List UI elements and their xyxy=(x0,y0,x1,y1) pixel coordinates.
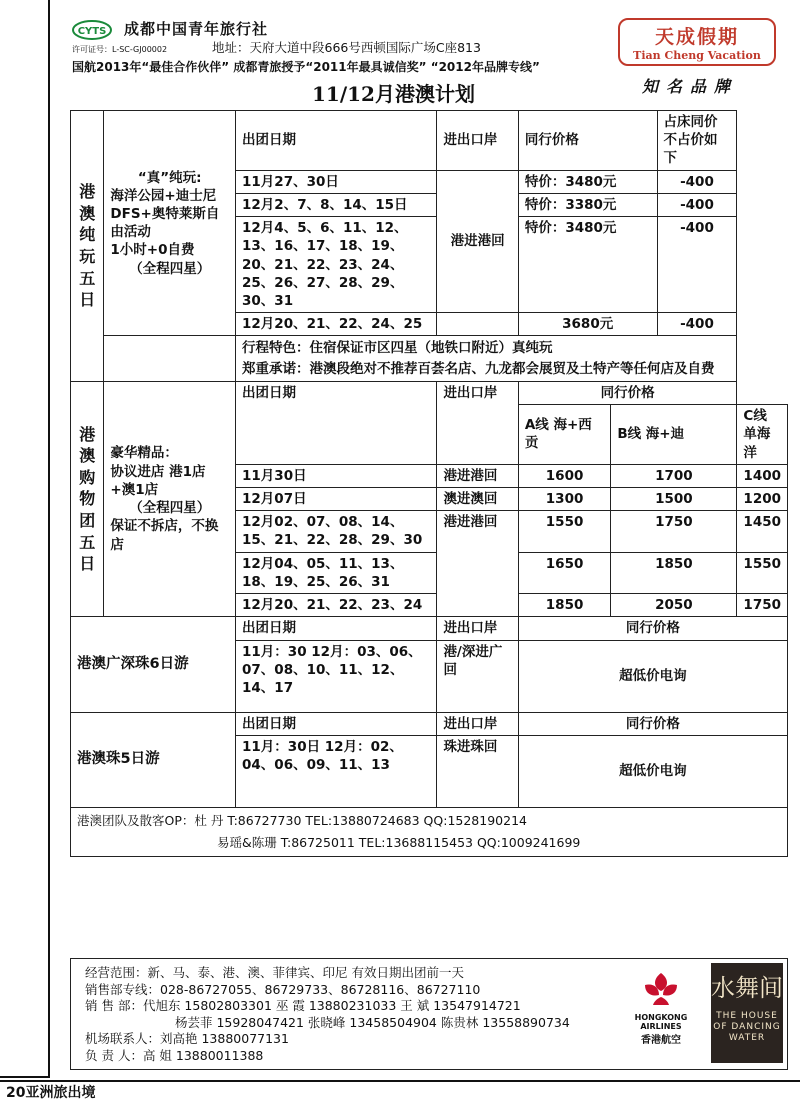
line-c-header: C线 单海洋 xyxy=(737,405,788,465)
table-row: 11月30日 港进港回 1600 1700 1400 xyxy=(71,464,788,487)
contacts-row xyxy=(71,807,788,856)
header xyxy=(62,10,788,106)
table-row: 12月20、21、22、23、24 1850 2050 1750 xyxy=(71,594,788,617)
table-row: 12月04、05、11、13、18、19、25、26、31 1650 1850 1550 xyxy=(71,552,788,593)
section3-price: 超低价电询 xyxy=(518,640,787,712)
line-b-header: B线 海+迪 xyxy=(611,405,737,465)
section1-vertical-title: 港 澳 纯 玩 五 日 xyxy=(71,111,104,382)
table-row: 12月4、5、6、11、12、13、16、17、18、19、20、21、22、23、24、25、26、27、28、29、30、31 特价：3480元 -400 xyxy=(71,217,788,313)
footer-line: 负 责 人：高 姐 13880011388 xyxy=(85,1047,264,1063)
footer-info xyxy=(70,958,788,1070)
table-row: 11月：30日 12月：02、04、06、09、11、13 珠进珠回 超低价电询 xyxy=(71,735,788,807)
svg-text:CYTS: CYTS xyxy=(77,26,107,37)
agency-logo-icon xyxy=(72,20,112,40)
section1-notes-row xyxy=(71,336,788,382)
section1-header-row xyxy=(71,111,788,171)
table-row: 12月2、7、8、14、15日 特价：3380元 -400 xyxy=(71,193,788,216)
license-number: 许可证号：L-SC-GJ00002 xyxy=(72,45,168,54)
footer-line: 销 售 部：代旭东 15802803301 巫 霞 13880231033 王 斌 13547914721 xyxy=(85,998,521,1013)
section4-price: 超低价电询 xyxy=(518,735,787,807)
section2-vertical-title: 港 澳 购 物 团 五 日 xyxy=(71,381,104,616)
section4-title: 港澳珠5日游 xyxy=(71,712,236,807)
footer-line: 杨芸菲 15928047421 张晓峰 13458504904 陈贵林 13558890734 xyxy=(175,1014,570,1030)
hongkong-airlines-logo: HONGKONG AIRLINES 香港航空 xyxy=(631,969,691,1049)
section1-port: 港进港回 xyxy=(437,170,518,313)
footer-line: 销售部专线：028-86727055、86729733、86728116、86727110 xyxy=(85,981,481,997)
col-header-dates: 出团日期 xyxy=(236,111,437,171)
col-header-child: 占床同价 不占价如下 xyxy=(657,111,737,171)
table-row: 12月07日 澳进澳回 1300 1500 1200 xyxy=(71,488,788,511)
col-header-port: 进出口岸 xyxy=(437,111,518,171)
brand-slogan: 知名品牌 xyxy=(642,77,739,96)
agency-name: 成都中国青年旅行社 xyxy=(124,20,269,38)
awards-line: 国航2013年“最佳合作伙伴” 成都青旅授予“2011年最具诚信奖” “2012年品牌专线” xyxy=(72,60,540,74)
page-title: 11/12月港澳计划 xyxy=(312,82,475,106)
dancing-water-logo: 水舞间 THE HOUSE OF DANCING WATER xyxy=(711,963,783,1063)
table-row: 11月27、30日 港进港回 特价：3480元 -400 xyxy=(71,170,788,193)
footer-line: 机场联系人：刘高艳 13880077131 xyxy=(85,1031,289,1046)
section1-features: 行程特色：住宿保证市区四星（地铁口附近）真纯玩 xyxy=(242,340,553,357)
table-row: 12月20、21、22、24、25 3680元 -400 xyxy=(71,313,788,336)
section1-description: “真”纯玩: 海洋公园+迪士尼 DFS+奥特莱斯自由活动 1小时+0自费 （全程四星） xyxy=(104,111,236,336)
brand-name-en: Tian Cheng Vacation xyxy=(633,49,761,62)
page-footer: 20亚洲旅出境 xyxy=(0,1080,800,1100)
section1-promise: 郑重承诺：港澳段绝对不推荐百荟名店、九龙都会展贸及土特产等任何店及自费 xyxy=(242,360,715,377)
brochure-page xyxy=(62,10,788,106)
table-row: 12月02、07、08、14、15、21、22、28、29、30 港进港回 1550 1750 1450 xyxy=(71,511,788,552)
section2-header-row: 港 澳 购 物 团 五 日 豪华精品： 协议进店 港1店+澳1店 （全程四星） 保证不拆店，不换店 出团日期 进出口岸 同行价格 xyxy=(71,381,788,404)
contact-line-1: 港澳团队及散客OP：杜 丹 T:86727730 TEL:13880724683 QQ:1528190214 xyxy=(77,812,527,828)
section2-description: 豪华精品： 协议进店 港1店+澳1店 （全程四星） 保证不拆店，不换店 xyxy=(104,381,236,616)
section4-header-row: 港澳珠5日游 出团日期 进出口岸 同行价格 xyxy=(71,712,788,735)
brand-name-cn: 天成假期 xyxy=(654,26,739,48)
footer-line: 经营范围：新、马、泰、港、澳、菲律宾、印尼 有效日期出团前一天 xyxy=(85,965,464,980)
footer-text xyxy=(85,965,570,1064)
line-a-header: A线 海+西贡 xyxy=(518,405,610,465)
agency-address: 地址：天府大道中段666号西顿国际广场C座813 xyxy=(212,40,481,55)
table-row: 11月：30 12月：03、06、07、08、10、11、12、14、17 港/深进广回 超低价电询 xyxy=(71,640,788,712)
brand-logo xyxy=(618,18,776,66)
contact-line-2: 易瑶&陈珊 T:86725011 TEL:13688115453 QQ:1009241699 xyxy=(217,834,581,850)
page-margin-strip xyxy=(0,0,50,1078)
bauhinia-icon xyxy=(639,969,683,1009)
section3-header-row: 港澳广深珠6日游 出团日期 进出口岸 同行价格 xyxy=(71,617,788,640)
tour-plan-table xyxy=(70,110,788,857)
section3-title: 港澳广深珠6日游 xyxy=(71,617,236,712)
col-header-price: 同行价格 xyxy=(518,111,657,171)
